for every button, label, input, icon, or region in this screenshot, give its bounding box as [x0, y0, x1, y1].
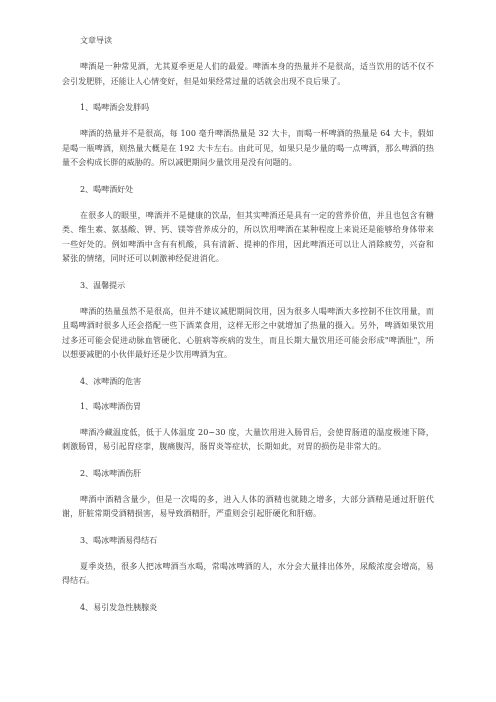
paragraph-stones: 夏季炎热，很多人把冰啤酒当水喝，常喝冰啤酒的人，水分会大量排出体外，尿酸浓度会增高，易得结石。	[62, 561, 434, 585]
subheading-stomach: 1、喝冰啤酒伤胃	[80, 401, 142, 411]
intro-heading: 文章导读	[80, 36, 112, 45]
section-heading-benefits: 2、喝啤酒好处	[80, 184, 134, 194]
subheading-pancreatitis: 4、易引发急性胰腺炎	[80, 602, 158, 612]
section-paragraph-benefits: 在很多人的眼里，啤酒并不是健康的饮品，但其实啤酒还是具有一定的营养价值，并且也包含有糖类、维生素、氨基酸、钾、钙、镁等营养成分的，所以饮用啤酒在某种程度上来说还是能够给身体带来一些好处的。例如啤酒中含有有机酸，具有清新、提神的作用，因此啤酒还可以让人消除疲劳，兴奋和紧张的情绪，同时还可以刺激神经促进消化。	[62, 210, 434, 263]
article-body	[62, 35, 434, 614]
section-heading-fat: 1、喝啤酒会发胖吗	[80, 103, 150, 112]
subheading-stones: 3、喝冰啤酒易得结石	[80, 535, 158, 545]
paragraph-liver: 啤酒中酒精含量少，但是一次喝的多，进入人体的酒精也就随之增多，大部分酒精是通过肝脏代谢，肝脏常期受酒精损害，易导致酒精肝，严重则会引起肝硬化和肝癌。	[62, 494, 434, 518]
intro-paragraph: 啤酒是一种常见酒，尤其夏季更是人们的最爱。啤酒本身的热量并不是很高，适当饮用的话不仅不会引发肥胖，还能让人心情变好，但是如果经常过量的话就会出现不良后果了。	[62, 62, 434, 86]
section-heading-tips: 3、温馨提示	[80, 280, 126, 290]
subheading-liver: 2、喝冰啤酒伤肝	[80, 468, 142, 478]
paragraph-stomach: 啤酒冷藏温度低，低于人体温度 20~30 度，大量饮用进入肠胃后，会使胃肠道的温度极速下降，刺激肠胃，易引起胃痉挛，腹痛腹泻，肠胃炎等症状，长期如此，对胃的损伤是非常大的。	[62, 427, 434, 451]
section-heading-cold-beer: 4、冰啤酒的危害	[80, 376, 142, 386]
section-paragraph-tips: 啤酒的热量虽然不是很高，但并不建议减肥期间饮用，因为很多人喝啤酒大多控制不住饮用量，而且喝啤酒时很多人还会搭配一些下酒菜食用，这样无形之中就增加了热量的摄入。另外，啤酒如果饮用过多还可能会促进动脉血管硬化、心脏病等疾病的发生，而且长期大量饮用还可能会形成"啤酒肚"，所以想要减肥的小伙伴最好还是少饮用啤酒为宜。	[62, 306, 434, 359]
section-paragraph-fat: 啤酒的热量并不是很高，每 100 毫升啤酒热量是 32 大卡，而喝一杯啤酒的热量是 64 大卡，假如是喝一瓶啤酒，则热量大概是在 192 大卡左右。由此可见，如果只是少量的喝一点啤酒，那么啤酒的热量不会构成长胖的威胁的。所以减肥期间少量饮用是没有问题的。	[62, 129, 434, 167]
